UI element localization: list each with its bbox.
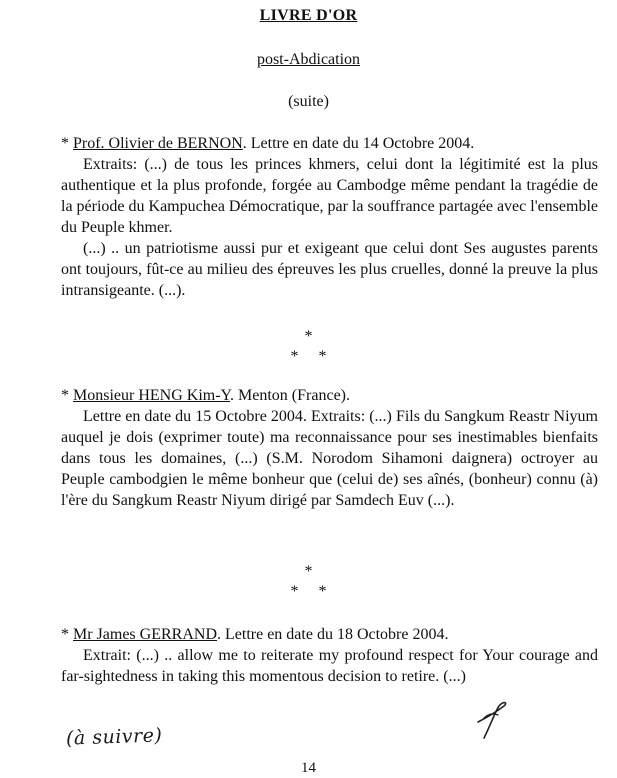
entry-paragraph: (...) .. un patriotisme aussi pur et exigeant que celui dont Ses augustes parents ont toujours, fût-ce au milieu des épreuves les plus cruelles, donné la preuve la plus intransigeante. (...). <box>61 240 598 299</box>
entry-bullet: * <box>61 135 73 152</box>
entry-gerrand <box>61 624 598 687</box>
entry-detail: . Lettre en date du 14 Octobre 2004. <box>242 135 475 152</box>
entry-heading <box>61 385 598 406</box>
page-title: LIVRE D'OR <box>259 7 358 24</box>
entry-paragraph: Extrait: (...) .. allow me to reiterate my profound respect for Your courage and far-sightedness in taking this momentous decision to retire. (...) <box>61 647 598 685</box>
separator-stars-bottom: * * <box>290 583 327 600</box>
separator-star-top: * <box>304 563 313 580</box>
entry-bullet: * <box>61 387 73 404</box>
entry-bernon <box>61 133 598 301</box>
entry-author: Monsieur HENG Kim-Y <box>73 387 231 404</box>
entry-paragraph: Extraits: (...) de tous les princes khmers, celui dont la légitimité est la plus authentique et la plus profonde, forgée au Cambodge même pendant la tragédie de la période du Kampuchea Démocratique, par la souffrance partagée avec l'ensemble du Peuple khmer. <box>61 156 598 236</box>
handwritten-note: (à suivre) <box>65 724 163 750</box>
entry-bullet: * <box>61 626 73 643</box>
section-separator <box>0 562 617 602</box>
page-number: 14 <box>301 760 316 776</box>
page-subtitle: post-Abdication <box>256 51 361 68</box>
entry-heng <box>61 385 598 511</box>
entry-heading <box>61 624 598 645</box>
handwritten-paraph-icon <box>474 698 514 742</box>
entry-heading <box>61 133 598 154</box>
continued-label: (suite) <box>288 93 329 110</box>
entry-paragraph: Lettre en date du 15 Octobre 2004. Extraits: (...) Fils du Sangkum Reastr Niyum auquel je dois (exprimer toute) ma reconnaissance pour ses inestimables bienfaits dans tous les domaines, (...) (S.M. Norodom Sihamoni daignera) octroyer au Peuple cambodgien le même bonheur que (celui de) ses aînés, (bonheur) connu (à) l'ère du Sangkum Reastr Niyum dirigé par Samdech Euv (...). <box>61 408 598 509</box>
entry-author: Prof. Olivier de BERNON <box>73 135 243 152</box>
separator-star-top: * <box>304 328 313 345</box>
separator-stars-bottom: * * <box>290 348 327 365</box>
entry-detail: . Menton (France). <box>230 387 350 404</box>
section-separator <box>0 327 617 367</box>
entry-author: Mr James GERRAND <box>73 626 217 643</box>
entry-detail: . Lettre en date du 18 Octobre 2004. <box>217 626 449 643</box>
